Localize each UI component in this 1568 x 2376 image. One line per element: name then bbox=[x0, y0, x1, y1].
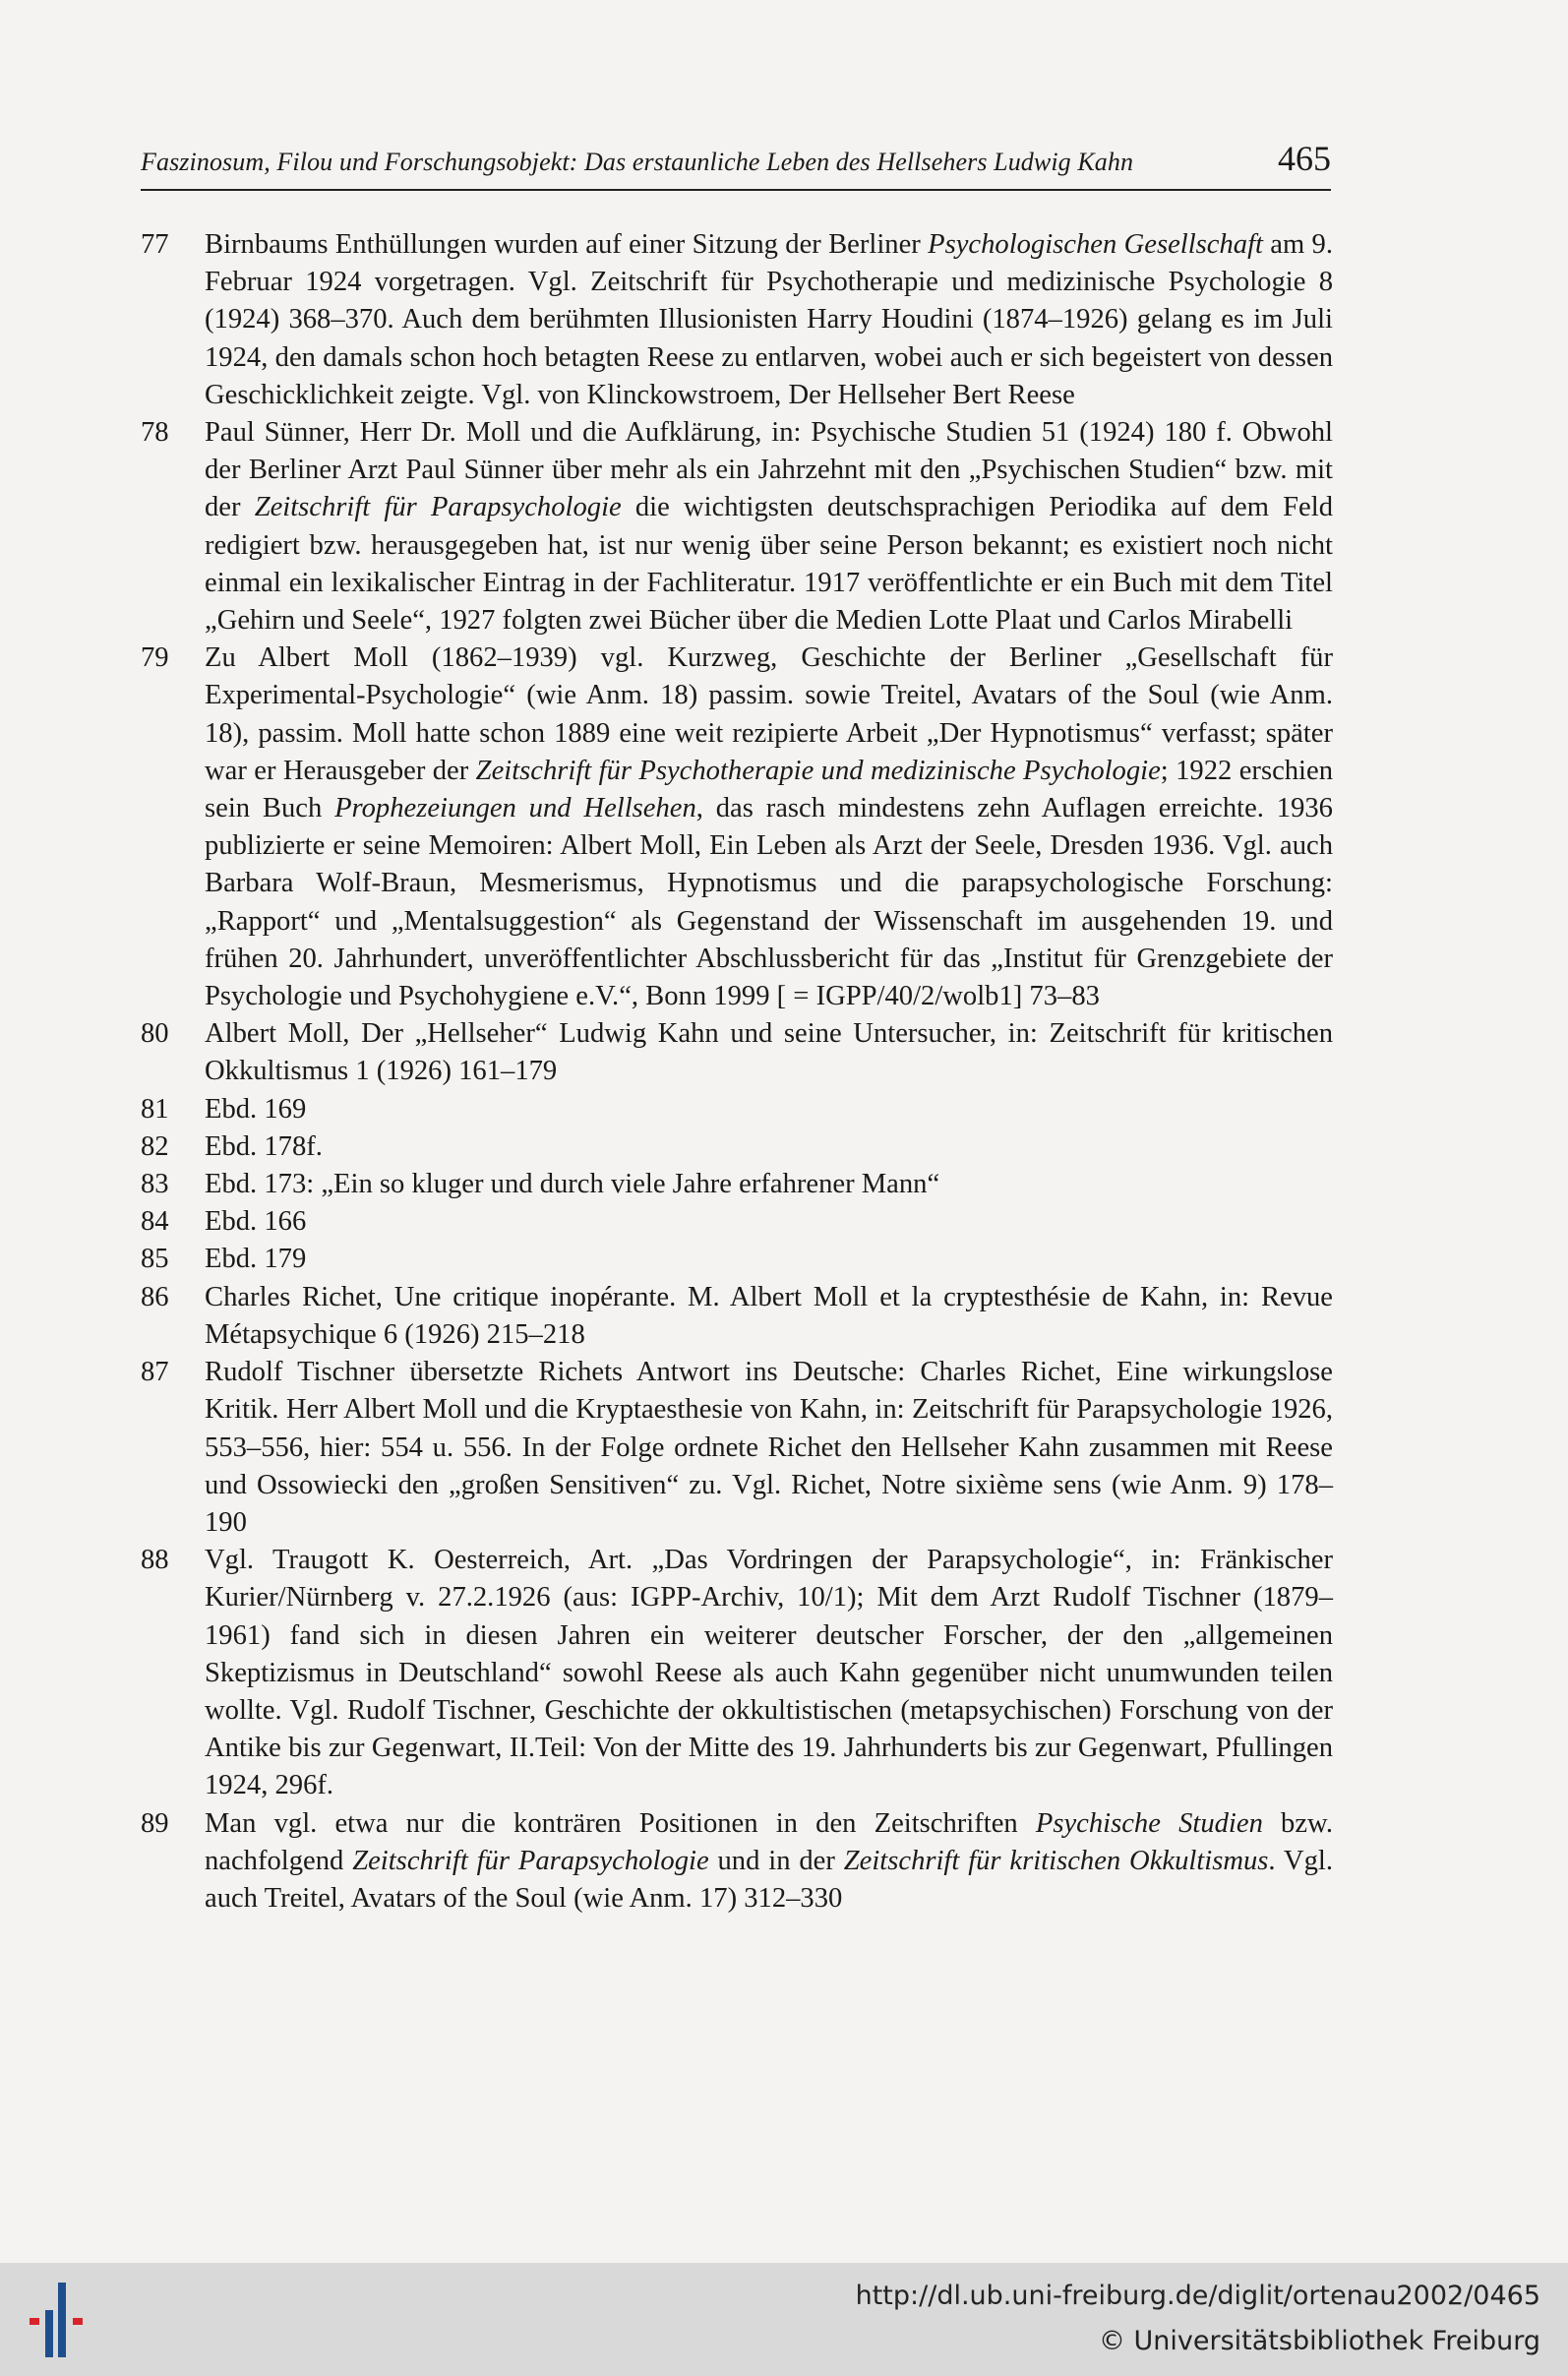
footnote bbox=[141, 1128, 1333, 1166]
footnote-text bbox=[205, 1166, 1333, 1203]
footnote-text bbox=[205, 1203, 1333, 1241]
footnote bbox=[141, 1091, 1333, 1128]
footnote-number: 80 bbox=[141, 1018, 169, 1050]
running-title: Faszinosum, Filou und Forschungsobjekt: Das erstaunliche Leben des Hellsehers Ludwig Kahn bbox=[141, 148, 1134, 176]
footer-url-link[interactable]: http://dl.ub.uni-freiburg.de/diglit/ortenau2002/0465 bbox=[855, 2281, 1540, 2311]
footnote-text bbox=[205, 1241, 1333, 1278]
footnote-text bbox=[205, 1279, 1333, 1354]
footnote-italic-segment: Prophezeiungen und Hellsehen bbox=[334, 793, 696, 824]
footnote-segment: Zu Albert Moll (1862–1939) vgl. Kurzweg, Geschichte der Berliner „Gesellschaft für Experimental-Psychologie“ (wie Anm. 18) passim. sowie Treitel, Avatars of the Soul (wie Anm. 18), passim. Moll hatte schon 1889 eine weit rezipierte Arbeit „Der Hypnotismus“ verfasst; später war er Herausgeber der bbox=[205, 642, 1333, 786]
page-number: 465 bbox=[1278, 139, 1331, 178]
footnote-text bbox=[205, 226, 1333, 414]
footnote-segment: und in der bbox=[708, 1845, 844, 1876]
footnote-number: 89 bbox=[141, 1807, 169, 1839]
footnote-segment: Ebd. 169 bbox=[205, 1093, 307, 1125]
footnote-number: 79 bbox=[141, 642, 169, 674]
footnote-italic-segment: Zeitschrift für Parapsychologie bbox=[352, 1845, 709, 1876]
footnote bbox=[141, 1166, 1333, 1203]
footnote-segment: Birnbaums Enthüllungen wurden auf einer Sitzung der Berliner bbox=[205, 229, 929, 260]
running-header bbox=[141, 138, 1331, 191]
footnote-italic-segment: Zeitschrift für kritischen Okkultismus bbox=[843, 1845, 1269, 1876]
footnote-text bbox=[205, 640, 1333, 1015]
footnote-text bbox=[205, 1354, 1333, 1542]
footnote-segment: . Vgl. auch Treitel, Avatars of the Soul (wie Anm. 17) 312–330 bbox=[205, 1845, 1333, 1914]
footnote-number: 78 bbox=[141, 417, 169, 449]
footnote-italic-segment: Zeitschrift für Psychotherapie und medizinische Psychologie bbox=[475, 755, 1161, 786]
footnote-segment: Man vgl. etwa nur die konträren Positionen in den Zeitschriften bbox=[205, 1807, 1036, 1839]
footnote-number: 87 bbox=[141, 1357, 169, 1388]
footnote-segment: Charles Richet, Une critique inopérante. M. Albert Moll et la cryptesthésie de Kahn, in: Revue Métapsychique 6 (1926) 215–218 bbox=[205, 1281, 1333, 1350]
footnote-segment: am 9. Februar 1924 vorgetragen. Vgl. Zeitschrift für Psychotherapie und medizinische Psychologie 8 (1924) 368–370. Auch dem berühmten Illusionisten Harry Houdini (1874–1926) gelang es im Juli 1924, den damals schon hoch betagten Reese zu entlarven, wobei auch er sich begeistert von dessen Geschicklichkeit zeigte. Vgl. von Klinckowstroem, Der Hellseher Bert Reese bbox=[205, 229, 1333, 410]
footnote bbox=[141, 1805, 1333, 1919]
footnote-segment: , das rasch mindestens zehn Auflagen erreichte. 1936 publizierte er seine Memoiren: Albert Moll, Ein Leben als Arzt der Seele, Dresden 1936. Vgl. auch Barbara Wolf-Braun, Mesmerismus, Hypnotismus und die parapsychologische Forschung: „Rapport“ und „Mentalsuggestion“ als Gegenstand der Wissenschaft im ausgehenden 19. und frühen 20. Jahrhundert, unveröffentlichter Abschlussbericht für das „Institut für Grenzgebiete der Psychologie und Psychohygiene e.V.“, Bonn 1999 [ = IGPP/40/2/wolb1] 73–83 bbox=[205, 793, 1333, 1012]
ub-freiburg-logo-icon bbox=[22, 2281, 100, 2359]
footnote-segment: Paul Sünner, Herr Dr. Moll und die Aufklärung, in: Psychische Studien 51 (1924) 180 f. Obwohl der Berliner Arzt Paul Sünner über mehr als ein Jahrzehnt mit den „Psychischen Studien“ bzw. mit der bbox=[205, 417, 1333, 523]
footnote-number: 86 bbox=[141, 1281, 169, 1312]
footnote bbox=[141, 1203, 1333, 1241]
footnote-italic-segment: Zeitschrift für Parapsychologie bbox=[254, 492, 622, 523]
footnote bbox=[141, 414, 1333, 640]
footnote bbox=[141, 226, 1333, 414]
footnote-text bbox=[205, 1542, 1333, 1804]
footnote-number: 88 bbox=[141, 1545, 169, 1576]
footnote-number: 82 bbox=[141, 1130, 169, 1162]
footer-copyright: © Universitätsbibliothek Freiburg bbox=[1098, 2326, 1540, 2356]
footnote bbox=[141, 640, 1333, 1015]
footnote-number: 77 bbox=[141, 229, 169, 260]
footnote-segment: bzw. nachfolgend bbox=[205, 1807, 1333, 1876]
footnote-text bbox=[205, 1805, 1333, 1919]
footnote bbox=[141, 1542, 1333, 1804]
footnote-italic-segment: Psychische Studien bbox=[1035, 1807, 1263, 1839]
footnote-text bbox=[205, 414, 1333, 640]
footnote-segment: die wichtigsten deutschsprachigen Periodika auf dem Feld redigiert bzw. herausgegeben hat, ist nur wenig über seine Person bekannt; es existiert noch nicht einmal ein lexikalischer Eintrag in der Fachliteratur. 1917 veröffentlichte er ein Buch mit dem Titel „Gehirn und Seele“, 1927 folgten zwei Bücher über die Medien Lotte Plaat und Carlos Mirabelli bbox=[205, 492, 1333, 637]
footnote-segment: Albert Moll, Der „Hellseher“ Ludwig Kahn und seine Untersucher, in: Zeitschrift für kritischen Okkultismus 1 (1926) 161–179 bbox=[205, 1018, 1333, 1087]
footnote-number: 85 bbox=[141, 1244, 169, 1275]
footnote-number: 83 bbox=[141, 1169, 169, 1200]
footnote-segment: Vgl. Traugott K. Oesterreich, Art. „Das Vordringen der Parapsychologie“, in: Fränkischer Kurier/Nürnberg v. 27.2.1926 (aus: IGPP-Archiv, 10/1); Mit dem Arzt Rudolf Tischner (1879–1961) fand sich in diesen Jahren ein weiterer deutscher Forscher, der den „allgemeinen Skeptizismus in Deutschland“ sowohl Reese als auch Kahn gegenüber nicht unumwunden teilen wollte. Vgl. Rudolf Tischner, Geschichte der okkultistischen (metapsychischen) Forschung von der Antike bis zur Gegenwart, II.Teil: Von der Mitte des 19. Jahrhunderts bis zur Gegenwart, Pfullingen 1924, 296f. bbox=[205, 1545, 1333, 1801]
footnote bbox=[141, 1241, 1333, 1278]
footnote-segment: Ebd. 179 bbox=[205, 1244, 307, 1275]
footnote-segment: ; 1922 erschien sein Buch bbox=[205, 755, 1333, 824]
footnote-text bbox=[205, 1015, 1333, 1090]
footnote-segment: Ebd. 166 bbox=[205, 1206, 307, 1238]
footnote-segment: Ebd. 178f. bbox=[205, 1130, 323, 1162]
footnote-text bbox=[205, 1091, 1333, 1128]
footnote-text bbox=[205, 1128, 1333, 1166]
footnote bbox=[141, 1279, 1333, 1354]
footnote-number: 81 bbox=[141, 1093, 169, 1125]
footnote-italic-segment: Psychologischen Gesellschaft bbox=[928, 229, 1263, 260]
footnote bbox=[141, 1354, 1333, 1542]
footnote bbox=[141, 1015, 1333, 1090]
footnote-segment: Rudolf Tischner übersetzte Richets Antwort ins Deutsche: Charles Richet, Eine wirkungslose Kritik. Herr Albert Moll und die Kryptaesthesie von Kahn, in: Zeitschrift für Parapsychologie 1926, 553–556, hier: 554 u. 556. In der Folge ordnete Richet den Hellseher Kahn zusammen mit Reese und Ossowiecki den „großen Sensitiven“ zu. Vgl. Richet, Notre sixième sens (wie Anm. 9) 178–190 bbox=[205, 1357, 1333, 1538]
footnotes-list bbox=[141, 226, 1333, 1918]
footnote-segment: Ebd. 173: „Ein so kluger und durch viele Jahre erfahrener Mann“ bbox=[205, 1169, 940, 1200]
footnote-number: 84 bbox=[141, 1206, 169, 1238]
